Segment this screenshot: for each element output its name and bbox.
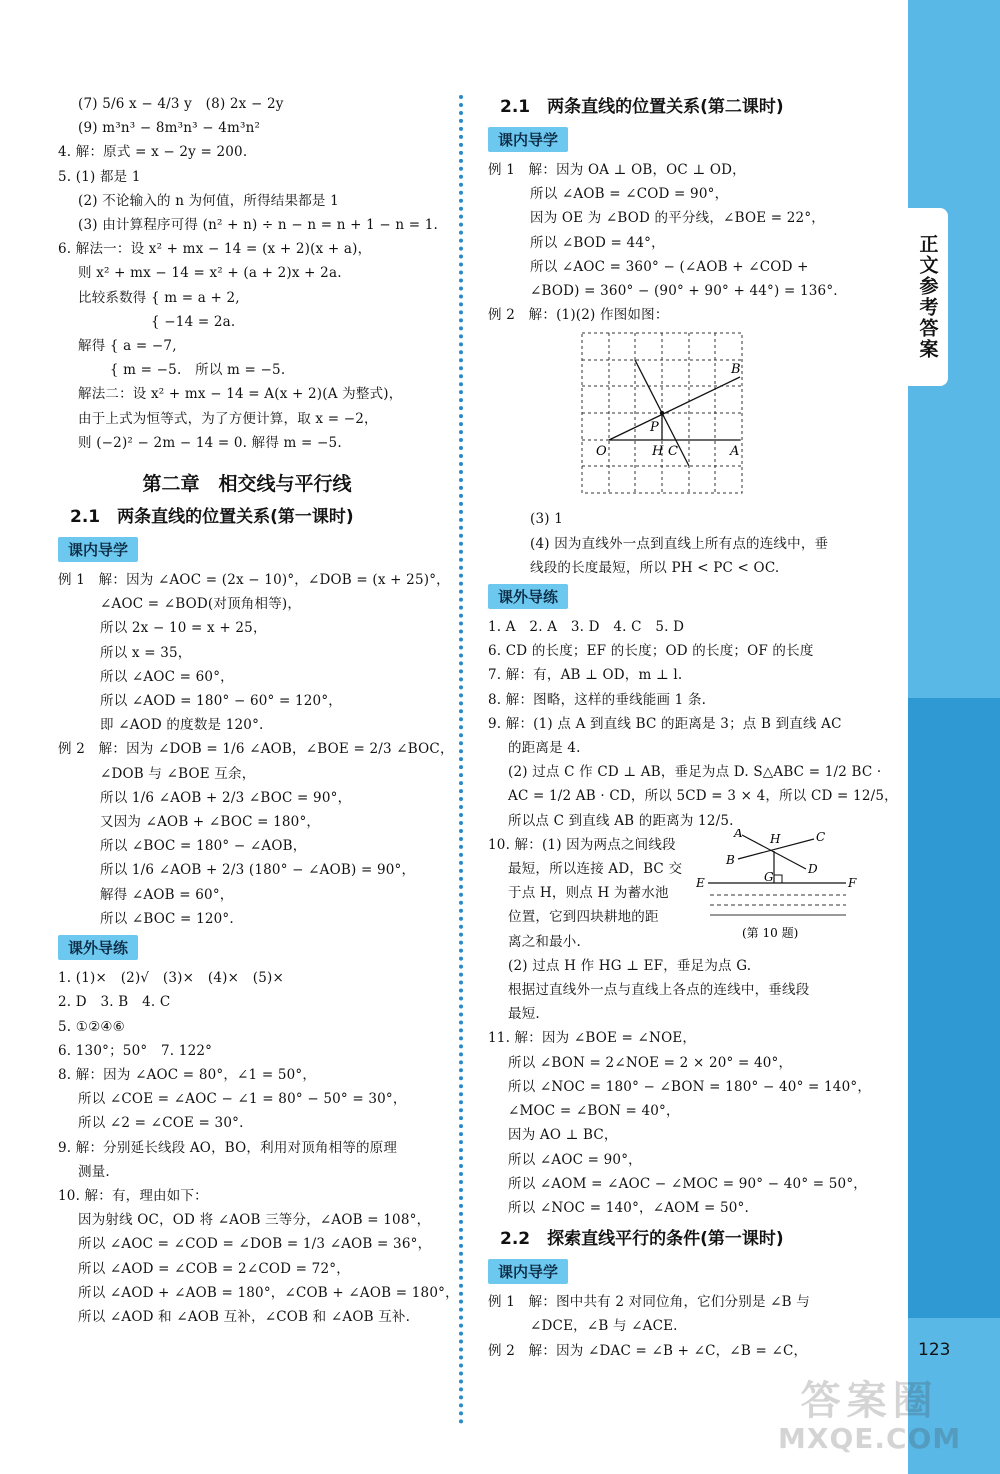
section-title: 2.2 探索直线平行的条件(第一课时) xyxy=(500,1229,784,1250)
text-line: 1. A 2. A 3. D 4. C 5. D xyxy=(488,619,685,636)
right-block-a xyxy=(488,158,866,327)
text-line: 测量. xyxy=(78,1163,110,1180)
grid-figure xyxy=(580,331,866,503)
text-line: 所以 2x − 10 = x + 25， xyxy=(100,620,267,637)
label-h: H xyxy=(652,444,664,460)
left-block-b xyxy=(58,568,454,931)
text-line: 所以 ∠AOD = 180° − 60° = 120°， xyxy=(100,693,342,710)
text-line: 8. 解：因为 ∠AOC = 80°，∠1 = 50°， xyxy=(58,1066,317,1083)
text-line: 的距离是 4. xyxy=(508,740,581,757)
text-line: ∠DCE，∠B 与 ∠ACE. xyxy=(530,1318,678,1335)
text-line: 所以 ∠2 = ∠COE = 30°. xyxy=(78,1115,244,1132)
text-line: ∠MOC = ∠BON = 40°， xyxy=(508,1103,680,1120)
side-tab-stripe xyxy=(908,698,1000,1318)
text-line: 所以 ∠BON = 2∠NOE = 2 × 20° = 40°， xyxy=(508,1054,793,1071)
text-line: 11. 解：因为 ∠BOE = ∠NOE， xyxy=(488,1030,697,1047)
text-line: 由于上式为恒等式，为了方便计算，取 x = −2， xyxy=(78,410,378,427)
label-c: C xyxy=(668,444,678,460)
text-line: 所以 1/6 ∠AOB + 2/3 ∠BOC = 90°， xyxy=(100,789,352,806)
right-column xyxy=(488,92,898,1363)
text-line: 10. 解：有，理由如下： xyxy=(58,1187,208,1204)
text-line: 所以 ∠NOC = 180° − ∠BON = 180° − 40° = 140°， xyxy=(508,1078,872,1095)
text-line: 所以 ∠AOD 和 ∠AOB 互补，∠COB 和 ∠AOB 互补. xyxy=(78,1308,411,1325)
text-line: { m = −5. 所以 m = −5. xyxy=(78,362,286,379)
text-line: (3) 1 xyxy=(530,511,564,528)
text-line: 例 2 解：(1)(2) 作图如图： xyxy=(488,307,669,324)
label-a: A xyxy=(734,828,743,840)
label-h: H xyxy=(770,831,781,846)
reservoir-diagram xyxy=(696,829,861,947)
label-e: E xyxy=(696,875,705,890)
text-line: (2) 过点 C 作 CD ⊥ AB，垂足为点 D. S△ABC = 1/2 BC · xyxy=(508,764,882,781)
text-line: AC = 1/2 AB · CD，所以 5CD = 3 × 4，所以 CD = 12/5， xyxy=(508,788,898,805)
text-line: 因为 AO ⊥ BC， xyxy=(508,1127,618,1144)
text-line: 于点 H，则点 H 为蓄水池 xyxy=(508,885,669,902)
text-line: 例 2 解：因为 ∠DOB = 1/6 ∠AOB，∠BOE = 2/3 ∠BOC， xyxy=(58,741,454,758)
watermark-line2: MXQE.COM xyxy=(778,1422,962,1455)
text-line: 所以 ∠NOC = 140°，∠AOM = 50°. xyxy=(508,1199,749,1216)
text-line: 5. (1) 都是 1 xyxy=(58,168,141,185)
text-line: 又因为 ∠AOB + ∠BOC = 180°， xyxy=(100,814,321,831)
text-line: 则 (−2)² − 2m − 14 = 0. 解得 m = −5. xyxy=(78,434,342,451)
right-angle-mark xyxy=(774,875,782,883)
label-o: O xyxy=(596,444,607,460)
text-line: ∠BOD) = 360° − (90° + 90° + 44°) = 136°. xyxy=(530,283,838,300)
text-line: 则 x² + mx − 14 = x² + (a + 2)x + 2a. xyxy=(78,265,342,282)
text-line: (2) 不论输入的 n 为何值，所得结果都是 1 xyxy=(78,192,339,209)
text-line: 6. CD 的长度；EF 的长度；OD 的长度；OF 的长度 xyxy=(488,643,814,660)
text-line: 6. 解法一：设 x² + mx − 14 = (x + 2)(x + a)， xyxy=(58,241,372,258)
text-line: 7. 解：有，AB ⊥ OD，m ⊥ l. xyxy=(488,667,683,684)
text-line: 所以 ∠AOC = ∠COD = ∠DOB = 1/3 ∠AOB = 36°， xyxy=(78,1236,432,1253)
text-line: 最短，所以连接 AD，BC 交 xyxy=(508,861,683,878)
side-tab-label: 正文参考答案 xyxy=(908,208,948,386)
text-line: ∠AOC = ∠BOD(对顶角相等)， xyxy=(100,596,302,613)
text-line: 解得 { a = −7, xyxy=(78,338,177,355)
text-line: 例 1 解：因为 OA ⊥ OB，OC ⊥ OD， xyxy=(488,162,746,178)
label-b: B xyxy=(726,852,735,867)
text-line: 5. ①②④⑥ xyxy=(58,1018,125,1035)
text-line: (4) 因为直线外一点到直线上所有点的连线中，垂 xyxy=(530,535,829,552)
section-tag: 课外导练 xyxy=(488,584,568,609)
text-line: 离之和最小. xyxy=(508,933,581,950)
label-b: B xyxy=(731,362,741,378)
question-10-block xyxy=(488,828,866,954)
text-line: 例 2 解：因为 ∠DAC = ∠B + ∠C，∠B = ∠C， xyxy=(488,1342,808,1359)
text-line: 比较系数得 { m = a + 2, xyxy=(78,289,240,306)
figure-caption: (第 10 题) xyxy=(742,925,799,940)
text-line: 所以 ∠AOB = ∠COD = 90°， xyxy=(530,186,729,203)
text-line: 位置，它到四块耕地的距 xyxy=(508,909,659,926)
text-line: 所以 ∠AOC = 360° − (∠AOB + ∠COD + xyxy=(530,258,809,275)
text-line: 所以 ∠AOC = 90°， xyxy=(508,1151,642,1168)
grid-diagram xyxy=(580,331,748,499)
text-line: 线段的长度最短，所以 PH < PC < OC. xyxy=(530,559,780,576)
text-line: 10. 解：(1) 因为两点之间线段 xyxy=(488,836,676,853)
text-line: 2. D 3. B 4. C xyxy=(58,994,171,1011)
text-line: { −14 = 2a. xyxy=(78,313,236,330)
section-tag: 课内导学 xyxy=(488,1259,568,1284)
text-line: 9. 解：(1) 点 A 到直线 BC 的距离是 3；点 B 到直线 AC xyxy=(488,715,842,732)
text-line: 所以 ∠BOD = 44°， xyxy=(530,234,665,251)
text-line: ∠DOB 与 ∠BOE 互余， xyxy=(100,765,256,782)
section-tag: 课外导练 xyxy=(58,935,138,960)
label-f: F xyxy=(848,875,857,890)
right-block-f xyxy=(488,1290,866,1363)
right-block-c xyxy=(488,615,898,833)
page-number: 123 xyxy=(918,1340,951,1360)
text-line: 根据过直线外一点与直线上各点的连线中，垂线段 xyxy=(508,982,810,999)
column-divider xyxy=(459,95,463,1425)
chapter-title: 第二章 相交线与平行线 xyxy=(142,473,352,496)
text-line: 所以 ∠COE = ∠AOC − ∠1 = 80° − 50° = 30°， xyxy=(78,1091,407,1108)
text-line: 所以 ∠AOD = ∠COB = 2∠COD = 72°， xyxy=(78,1260,350,1277)
text-line: 1. (1)× (2)√ (3)× (4)× (5)× xyxy=(58,970,285,987)
text-line: 所以 ∠BOC = 180° − ∠AOB， xyxy=(100,838,307,855)
section-tag: 课内导学 xyxy=(488,127,568,152)
text-line: 解法二：设 x² + mx − 14 = A(x + 2)(A 为整式)， xyxy=(78,386,403,403)
text-line: (7) 5/6 x − 4/3 y (8) 2x − 2y xyxy=(78,96,284,112)
text-line: 所以 ∠AOD + ∠AOB = 180°，∠COB + ∠AOB = 180°， xyxy=(78,1284,459,1301)
text-line: 6. 130°；50° 7. 122° xyxy=(58,1042,213,1059)
section-title: 2.1 两条直线的位置关系(第二课时) xyxy=(500,97,784,117)
text-line: 因为 OE 为 ∠BOD 的平分线，∠BOE = 22°， xyxy=(530,210,825,227)
text-line: (3) 由计算程序可得 (n² + n) ÷ n − n = n + 1 − n = 1. xyxy=(78,217,439,234)
text-line: 即 ∠AOD 的度数是 120°. xyxy=(100,717,264,734)
text-line: 所以 1/6 ∠AOB + 2/3 (180° − ∠AOB) = 90°， xyxy=(100,862,416,879)
text-line: 8. 解：图略，这样的垂线能画 1 条. xyxy=(488,691,707,708)
text-line: 解得 ∠AOB = 60°， xyxy=(100,886,234,903)
right-block-e xyxy=(488,954,872,1220)
point-p xyxy=(660,411,664,415)
text-line: 例 1 解：因为 ∠AOC = (2x − 10)°，∠DOB = (x + 25)°， xyxy=(58,572,450,589)
left-block-c xyxy=(58,966,459,1329)
text-line: 最短. xyxy=(508,1006,540,1023)
label-c: C xyxy=(816,829,826,844)
text-line: 因为射线 OC，OD 将 ∠AOB 三等分，∠AOB = 108°， xyxy=(78,1212,431,1229)
section-title: 2.1 两条直线的位置关系(第一课时) xyxy=(70,507,354,528)
section-tag: 课内导学 xyxy=(58,537,138,562)
text-line: 9. 解：分别延长线段 AO，BO，利用对顶角相等的原理 xyxy=(58,1139,398,1156)
text-line: 所以 ∠AOM = ∠AOC − ∠MOC = 90° − 40° = 50°， xyxy=(508,1175,867,1192)
text-line: (2) 过点 H 作 HG ⊥ EF，垂足为点 G. xyxy=(508,957,752,974)
watermark xyxy=(778,1378,961,1454)
text-line: 所以 ∠AOC = 60°， xyxy=(100,668,234,685)
label-d: D xyxy=(808,861,818,876)
label-a: A xyxy=(730,444,740,460)
right-block-b xyxy=(488,507,866,580)
text-line: 所以 x = 35， xyxy=(100,644,192,661)
figure-10 xyxy=(696,829,861,951)
left-column xyxy=(58,92,459,1329)
watermark-line1: 答案圈 xyxy=(800,1378,939,1424)
text-line: 例 1 解：图中共有 2 对同位角，它们分别是 ∠B 与 xyxy=(488,1294,810,1311)
text-line: 4. 解：原式 = x − 2y = 200. xyxy=(58,144,248,161)
text-line: 所以 ∠BOC = 120°. xyxy=(100,910,234,927)
text-line: 所以点 C 到直线 AB 的距离为 12/5. xyxy=(508,812,734,829)
label-p: P xyxy=(650,420,659,436)
left-block-a xyxy=(58,92,439,455)
text-line: (9) m³n³ − 8m³n³ − 4m³n² xyxy=(78,120,261,137)
label-g: G xyxy=(764,869,774,884)
